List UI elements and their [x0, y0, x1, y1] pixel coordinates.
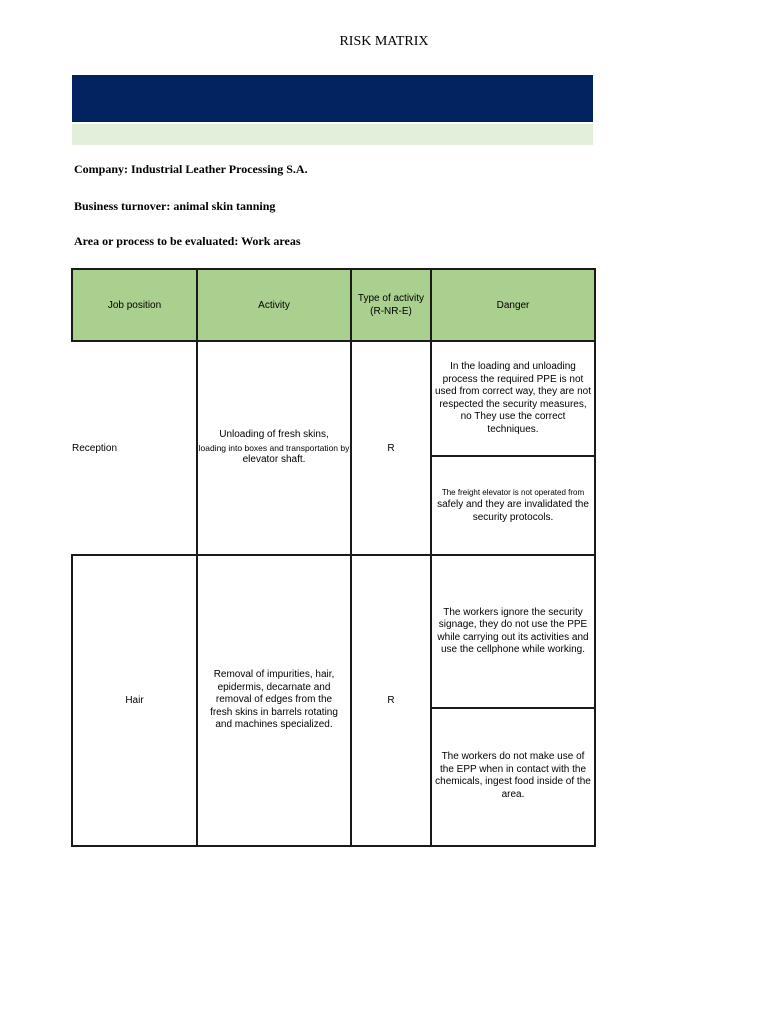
job-position-cell: Hair	[72, 555, 197, 846]
danger-text: The workers ignore the security signage, they do not use the PPE while carrying out its activities and use the cellphone while working.	[437, 606, 589, 655]
activity-line: Unloading of fresh skins,	[219, 429, 329, 441]
activity-cell	[197, 341, 351, 555]
activity-cell: Removal of impurities, hair, epidermis, decarnate and removal of edges from the fresh skins in barrels rotating and machines specialized.	[197, 555, 351, 846]
header-banner-light	[72, 124, 593, 145]
table-row	[72, 341, 595, 555]
danger-cell	[431, 341, 595, 555]
header-type-of-activity: Type of activity (R-NR-E)	[351, 269, 431, 341]
type-of-activity-cell: R	[351, 555, 431, 846]
risk-matrix-table	[71, 268, 596, 847]
danger-text	[432, 455, 594, 554]
document-title: RISK MATRIX	[339, 34, 429, 49]
header-danger: Danger	[431, 269, 595, 341]
danger-cell	[431, 555, 595, 846]
danger-text: In the loading and unloading process the required PPE is not used from correct way, they are not respected the security measures, no They use the correct techniques.	[435, 361, 591, 435]
header-banner	[72, 75, 593, 122]
activity-line: loading into boxes and transportation by	[198, 442, 350, 453]
table-header-row	[72, 269, 595, 341]
type-of-activity-cell: R	[351, 341, 431, 555]
activity-line: elevator shaft.	[242, 454, 306, 466]
table-row	[72, 555, 595, 846]
danger-text-line: The freight elevator is not operated from	[441, 488, 585, 497]
area-line: Area or process to be evaluated: Work areas	[74, 234, 301, 248]
job-position-cell: Reception	[72, 341, 197, 555]
header-activity: Activity	[197, 269, 351, 341]
business-line: Business turnover: animal skin tanning	[74, 199, 276, 213]
company-line: Company: Industrial Leather Processing S.A.	[74, 162, 308, 176]
header-job-position: Job position	[72, 269, 197, 341]
danger-text: The workers do not make use of the EPP when in contact with the chemicals, ingest food inside of the area.	[432, 707, 594, 843]
danger-text-line: safely and they are invalidated the security protocols.	[437, 499, 589, 523]
